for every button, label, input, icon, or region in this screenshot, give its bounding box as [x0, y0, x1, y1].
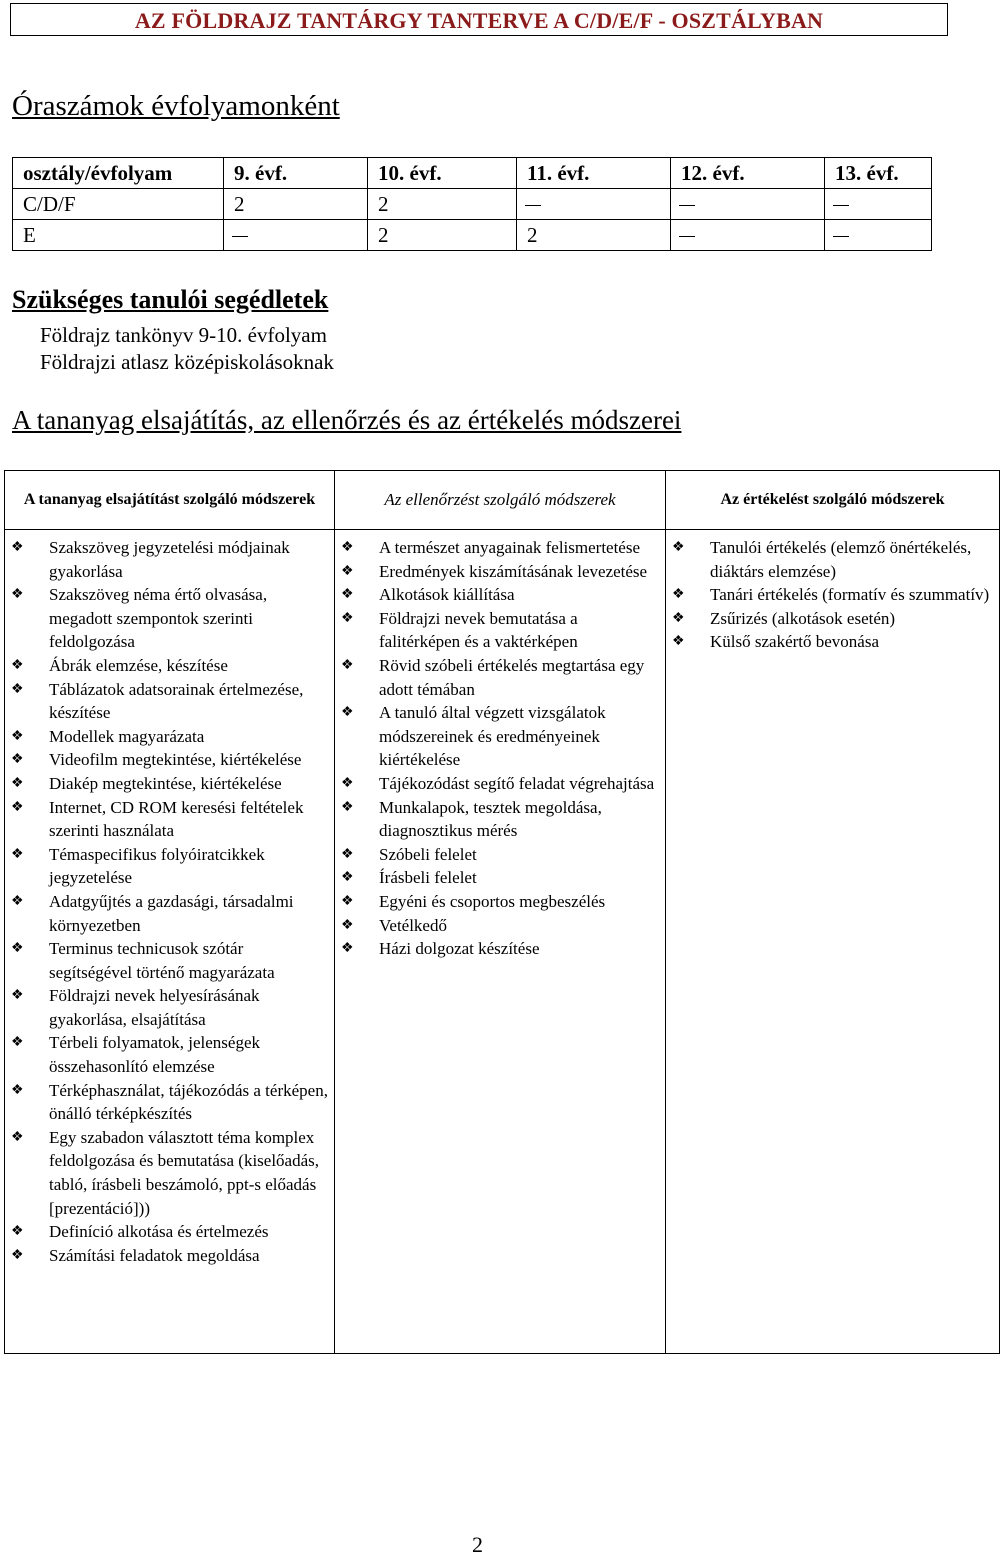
- diamond-bullet-icon: ❖: [341, 799, 354, 815]
- method-item: [341, 843, 661, 867]
- method-item: [341, 796, 661, 843]
- method-item-text: Munkalapok, tesztek megoldása, diagnosztikus mérés: [379, 797, 602, 841]
- hours-cell: 2: [368, 189, 517, 220]
- method-item: [11, 583, 330, 654]
- method-item-text: Tanári értékelés (formatív és szummatív): [710, 585, 990, 605]
- diamond-bullet-icon: ❖: [11, 1082, 24, 1098]
- methods-table: [4, 470, 1000, 1354]
- method-item-text: Eredmények kiszámításának levezetése: [379, 561, 648, 581]
- method-item: [11, 937, 330, 984]
- diamond-bullet-icon: ❖: [11, 728, 24, 744]
- page-number: 2: [472, 1532, 483, 1557]
- method-item: [672, 536, 995, 583]
- method-item: [341, 772, 661, 796]
- hours-cell: 2: [368, 220, 517, 251]
- method-item: [341, 890, 661, 914]
- column-header: A tananyag elsajátítást szolgáló módszerek: [5, 471, 335, 530]
- method-item-text: Internet, CD ROM keresési feltételek szerinti használata: [49, 797, 304, 841]
- hours-table: [12, 157, 932, 251]
- diamond-bullet-icon: ❖: [341, 941, 354, 957]
- method-item-text: Témaspecifikus folyóiratcikkek jegyzetelése: [49, 844, 265, 888]
- column-header: 9. évf.: [224, 158, 368, 189]
- hours-cell: [224, 220, 368, 251]
- dash-mark: [833, 236, 849, 237]
- method-item-text: Írásbeli felelet: [379, 868, 477, 888]
- method-item-text: Szóbeli felelet: [379, 844, 477, 864]
- method-item-text: Tájékozódást segítő feladat végrehajtása: [379, 773, 655, 793]
- method-item-text: Házi dolgozat készítése: [379, 939, 540, 959]
- method-item-text: Modellek magyarázata: [49, 726, 205, 746]
- hours-row: [13, 220, 932, 251]
- diamond-bullet-icon: ❖: [341, 587, 354, 603]
- method-item: [341, 607, 661, 654]
- diamond-bullet-icon: ❖: [11, 941, 24, 957]
- diamond-bullet-icon: ❖: [11, 681, 24, 697]
- aid-item: Földrajz tankönyv 9-10. évfolyam: [40, 323, 327, 347]
- method-list: [335, 530, 665, 961]
- diamond-bullet-icon: ❖: [341, 870, 354, 886]
- diamond-bullet-icon: ❖: [341, 563, 354, 579]
- method-item-text: Egyéni és csoportos megbeszélés: [379, 891, 606, 911]
- method-item-text: Földrajzi nevek helyesírásának gyakorlása, elsajátítása: [49, 986, 260, 1029]
- method-item-text: Tanulói értékelés (elemző önértékelés, diáktárs elemzése): [710, 538, 972, 581]
- method-item: [11, 796, 330, 843]
- diamond-bullet-icon: ❖: [11, 1247, 24, 1263]
- method-item: [11, 748, 330, 772]
- methods-column: [335, 530, 666, 1354]
- method-item: [341, 914, 661, 938]
- column-header: 11. évf.: [517, 158, 671, 189]
- methods-column: [5, 530, 335, 1354]
- method-item-text: Ábrák elemzése, készítése: [49, 655, 228, 675]
- class-cell: E: [13, 220, 224, 251]
- diamond-bullet-icon: ❖: [341, 540, 354, 555]
- hours-cell: [517, 189, 671, 220]
- hours-cell: 2: [224, 189, 368, 220]
- diamond-bullet-icon: ❖: [11, 657, 24, 673]
- method-item: [672, 583, 995, 607]
- column-header: 12. évf.: [671, 158, 825, 189]
- method-list: [5, 530, 334, 1267]
- diamond-bullet-icon: ❖: [341, 657, 354, 673]
- diamond-bullet-icon: ❖: [11, 540, 24, 555]
- diamond-bullet-icon: ❖: [11, 1129, 24, 1145]
- method-item: [341, 937, 661, 961]
- method-item: [11, 536, 330, 583]
- diamond-bullet-icon: ❖: [672, 634, 685, 650]
- diamond-bullet-icon: ❖: [11, 752, 24, 768]
- method-item-text: Térbeli folyamatok, jelenségek összehasonlító elemzése: [49, 1033, 260, 1077]
- hours-header-row: [13, 158, 932, 189]
- dash-mark: [525, 205, 541, 206]
- diamond-bullet-icon: ❖: [11, 775, 24, 791]
- method-item: [11, 654, 330, 678]
- document-title: AZ FÖLDRAJZ TANTÁRGY TANTERVE A C/D/E/F - OSZTÁLYBAN: [134, 8, 824, 33]
- hours-cell: [671, 189, 825, 220]
- aids-section-title: Szükséges tanulói segédletek: [12, 285, 329, 314]
- method-item: [341, 654, 661, 701]
- diamond-bullet-icon: ❖: [672, 540, 685, 555]
- method-item-text: A tanuló által végzett vizsgálatok módszereinek és eredményeinek kiértékelése: [379, 703, 606, 770]
- diamond-bullet-icon: ❖: [341, 893, 354, 909]
- column-header: Az értékelést szolgáló módszerek: [666, 471, 1000, 530]
- methods-header-row: [5, 471, 1000, 530]
- hours-cell: [825, 220, 932, 251]
- method-item: [11, 1031, 330, 1078]
- method-item: [11, 1079, 330, 1126]
- method-item: [11, 1220, 330, 1244]
- methods-column: [666, 530, 1000, 1354]
- dash-mark: [833, 205, 849, 206]
- class-cell: C/D/F: [13, 189, 224, 220]
- methods-body-row: [5, 530, 1000, 1354]
- method-item-text: Külső szakértő bevonása: [710, 632, 880, 652]
- method-item-text: Számítási feladatok megoldása: [49, 1245, 260, 1265]
- diamond-bullet-icon: ❖: [341, 610, 354, 626]
- column-header: 10. évf.: [368, 158, 517, 189]
- column-header: 13. évf.: [825, 158, 932, 189]
- method-item: [11, 984, 330, 1031]
- header-box: [10, 3, 948, 36]
- method-item: [341, 536, 661, 560]
- method-item-text: Diakép megtekintése, kiértékelése: [49, 773, 282, 793]
- method-item: [11, 1126, 330, 1220]
- method-item-text: A természet anyagainak felismertetése: [379, 538, 641, 557]
- diamond-bullet-icon: ❖: [341, 917, 354, 933]
- diamond-bullet-icon: ❖: [11, 1224, 24, 1240]
- diamond-bullet-icon: ❖: [341, 705, 354, 721]
- methods-section-title: A tananyag elsajátítás, az ellenőrzés és az értékelés módszerei: [12, 405, 682, 435]
- method-list: [666, 530, 999, 654]
- method-item: [672, 630, 995, 654]
- method-item: [11, 725, 330, 749]
- method-item-text: Rövid szóbeli értékelés megtartása egy adott témában: [379, 655, 645, 699]
- method-item: [672, 607, 995, 631]
- diamond-bullet-icon: ❖: [341, 775, 354, 791]
- hours-cell: [825, 189, 932, 220]
- dash-mark: [232, 236, 248, 237]
- diamond-bullet-icon: ❖: [11, 799, 24, 815]
- method-item-text: Videofilm megtekintése, kiértékelése: [49, 750, 302, 770]
- method-item: [341, 583, 661, 607]
- diamond-bullet-icon: ❖: [672, 587, 685, 603]
- method-item-text: Zsűrizés (alkotások esetén): [710, 608, 896, 628]
- aid-item: Földrajzi atlasz középiskolásoknak: [40, 350, 334, 374]
- hours-cell: [671, 220, 825, 251]
- method-item-text: Alkotások kiállítása: [379, 585, 515, 605]
- method-item: [341, 701, 661, 772]
- method-item: [11, 843, 330, 890]
- method-item-text: Adatgyűjtés a gazdasági, társadalmi környezetben: [49, 891, 294, 935]
- method-item: [11, 678, 330, 725]
- diamond-bullet-icon: ❖: [11, 846, 24, 862]
- diamond-bullet-icon: ❖: [11, 988, 24, 1004]
- diamond-bullet-icon: ❖: [341, 846, 354, 862]
- dash-mark: [679, 236, 695, 237]
- method-item-text: Táblázatok adatsorainak értelmezése, készítése: [49, 679, 304, 723]
- hours-section-title: Óraszámok évfolyamonként: [12, 90, 340, 122]
- method-item: [11, 890, 330, 937]
- diamond-bullet-icon: ❖: [672, 610, 685, 626]
- method-item-text: Terminus technicusok szótár segítségével történő magyarázata: [49, 939, 275, 982]
- dash-mark: [679, 205, 695, 206]
- method-item: [341, 560, 661, 584]
- column-header: osztály/évfolyam: [13, 158, 224, 189]
- method-item-text: Vetélkedő: [379, 915, 447, 935]
- method-item-text: Egy szabadon választott téma komplex feldolgozása és bemutatása (kiselőadás, tabló, írásbeli beszámoló, ppt-s előadás [prezentáció])): [49, 1127, 320, 1218]
- method-item-text: Földrajzi nevek bemutatása a falitérképen és a vaktérképen: [379, 608, 578, 652]
- method-item: [11, 772, 330, 796]
- method-item-text: Térképhasználat, tájékozódás a térképen, önálló térképkészítés: [49, 1080, 328, 1124]
- hours-cell: 2: [517, 220, 671, 251]
- method-item: [341, 866, 661, 890]
- method-item-text: Definíció alkotása és értelmezés: [49, 1222, 269, 1242]
- method-item-text: Szakszöveg néma értő olvasása, megadott szempontok szerinti feldolgozása: [49, 585, 268, 652]
- diamond-bullet-icon: ❖: [11, 893, 24, 909]
- diamond-bullet-icon: ❖: [11, 1035, 24, 1051]
- diamond-bullet-icon: ❖: [11, 587, 24, 603]
- method-item-text: Szakszöveg jegyzetelési módjainak gyakorlása: [49, 538, 290, 581]
- hours-row: [13, 189, 932, 220]
- method-item: [11, 1244, 330, 1268]
- column-header: Az ellenőrzést szolgáló módszerek: [335, 471, 666, 530]
